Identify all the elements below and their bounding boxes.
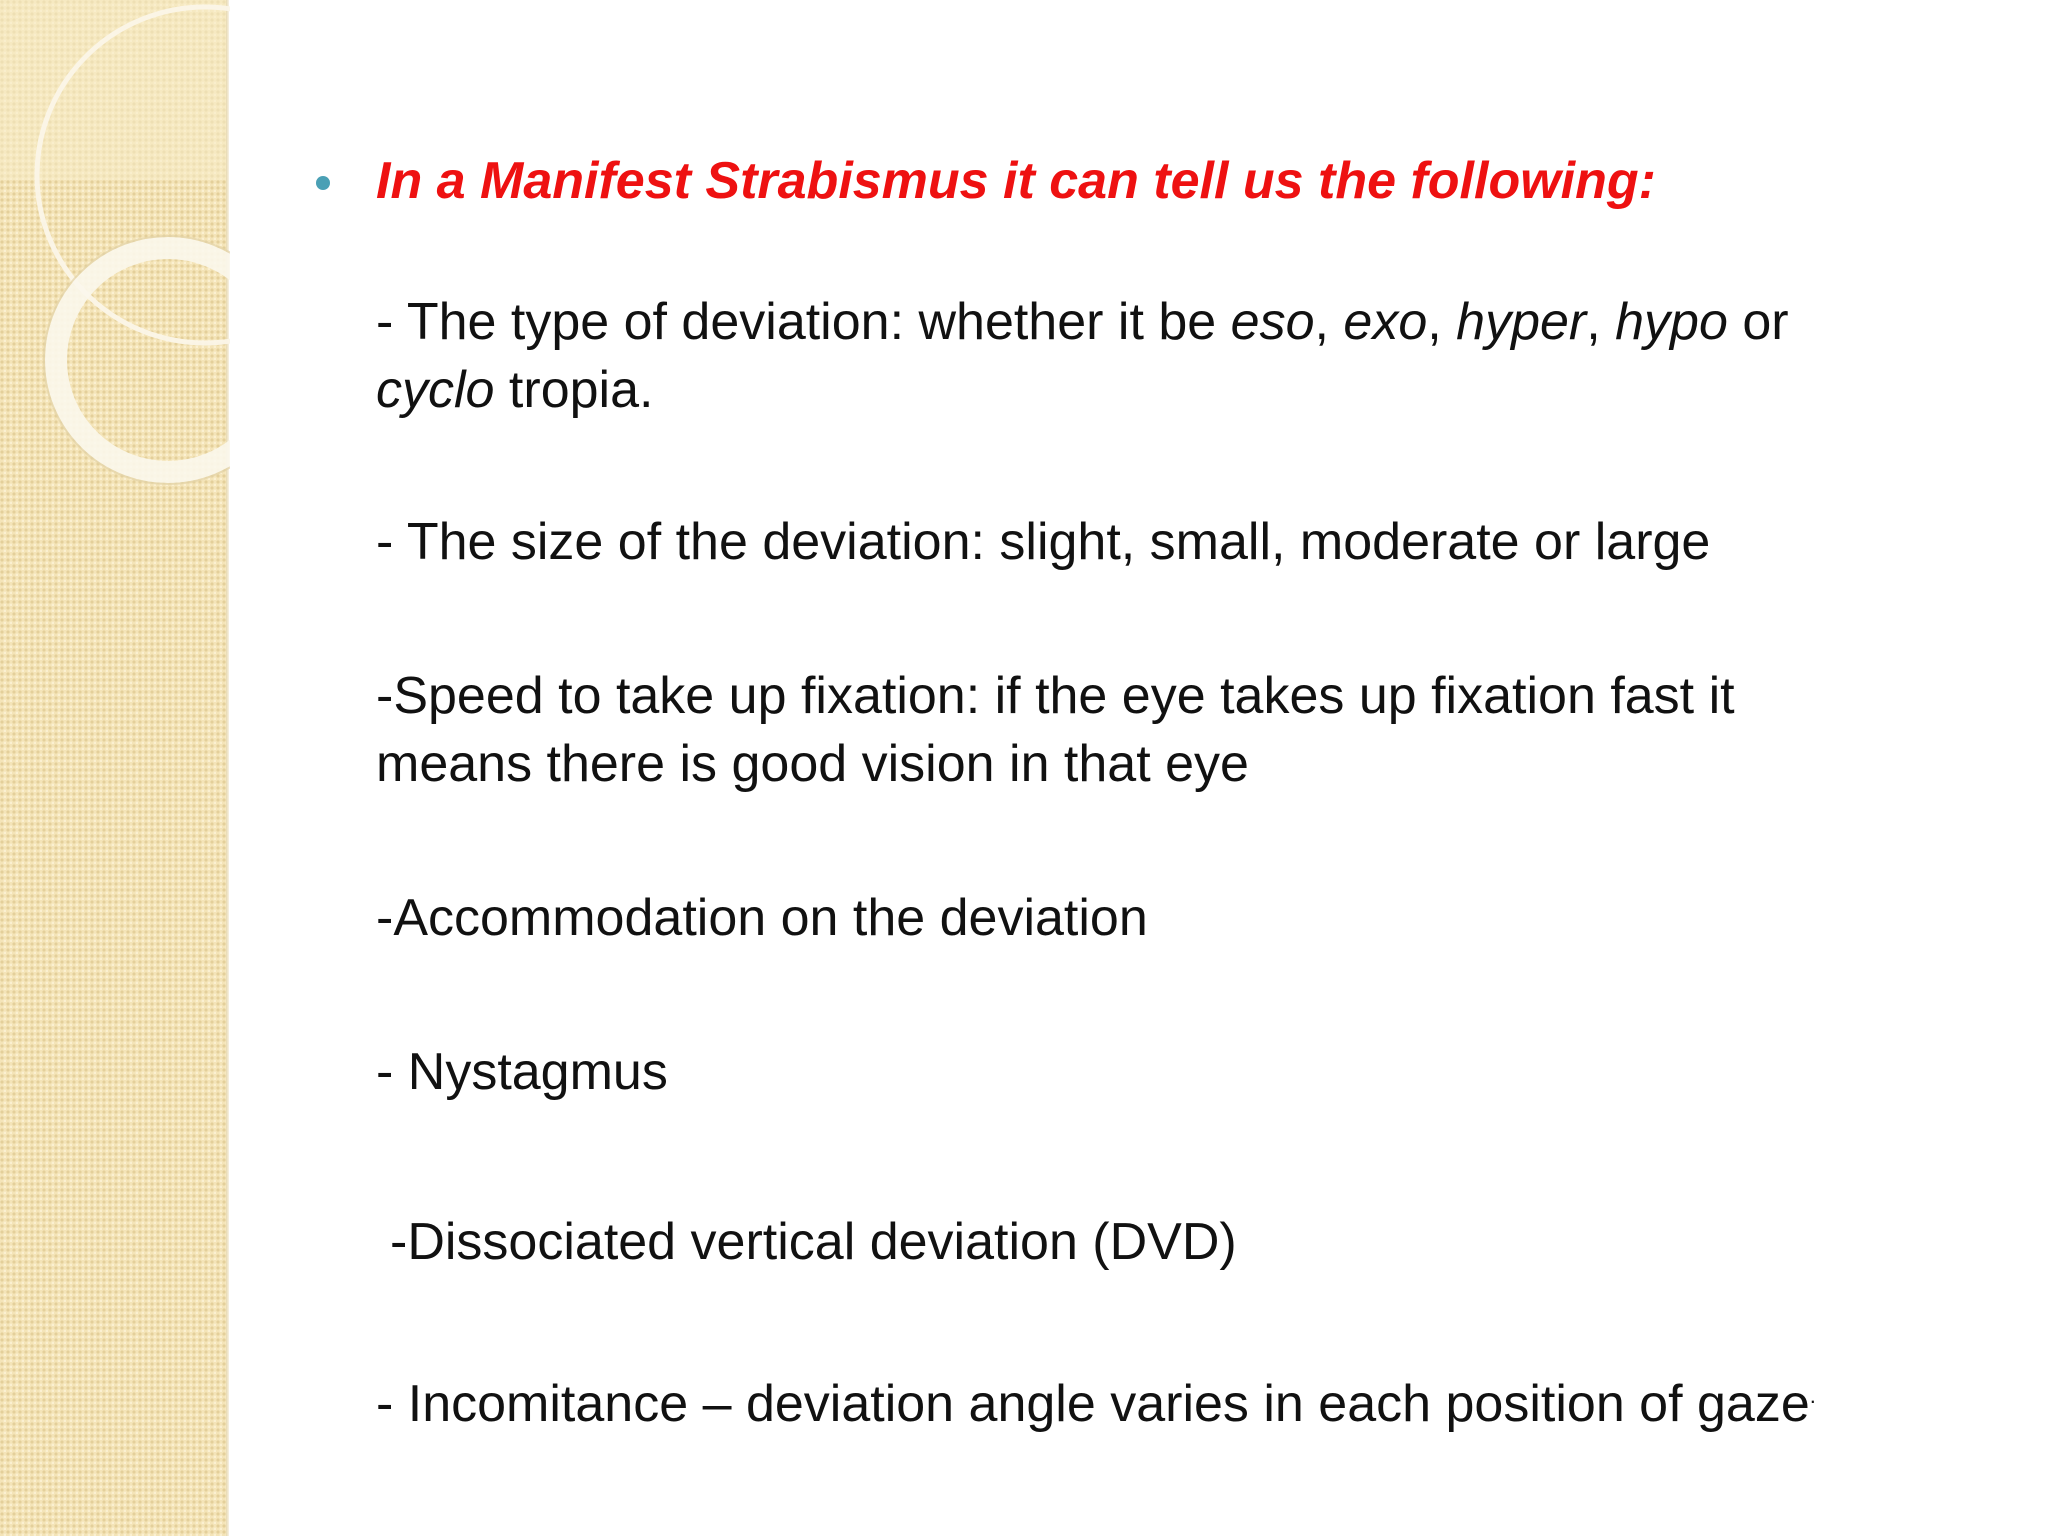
- item-fixation-speed-line1: -Speed to take up fixation: if the eye takes up fixation fast it: [376, 667, 1735, 725]
- item-deviation-type: [376, 288, 1976, 424]
- item-deviation-type-line1: [376, 288, 1976, 356]
- incomitance-trailing-dot: .: [1809, 1383, 1816, 1408]
- item-nystagmus: - Nystagmus: [376, 1043, 668, 1101]
- type-hyper: hyper: [1456, 293, 1587, 351]
- item-dvd: -Dissociated vertical deviation (DVD): [390, 1213, 1237, 1271]
- type-sep3: ,: [1586, 293, 1616, 351]
- type-sep1: ,: [1314, 293, 1344, 351]
- incomitance-text: - Incomitance – deviation angle varies in each position of gaze: [376, 1375, 1810, 1433]
- type-prefix: - The type of deviation: whether it be: [376, 293, 1231, 351]
- item-deviation-type-line2: [376, 356, 1976, 424]
- type-eso: eso: [1230, 293, 1315, 351]
- item-fixation-speed-line2: means there is good vision in that eye: [376, 735, 1249, 793]
- slide-heading: In a Manifest Strabismus it can tell us the following:: [376, 152, 1656, 210]
- type-suffix: tropia.: [494, 361, 654, 419]
- type-cyclo: cyclo: [376, 361, 495, 419]
- type-hypo: hypo: [1615, 293, 1728, 351]
- item-accommodation: -Accommodation on the deviation: [376, 889, 1148, 947]
- item-deviation-size: - The size of the deviation: slight, small, moderate or large: [376, 513, 1711, 571]
- type-sep2: ,: [1427, 293, 1457, 351]
- item-fixation-speed: [376, 662, 1976, 798]
- type-or: or: [1727, 293, 1789, 351]
- type-exo: exo: [1343, 293, 1428, 351]
- item-incomitance: [376, 1362, 1976, 1438]
- bullet-dot-icon: [316, 176, 330, 190]
